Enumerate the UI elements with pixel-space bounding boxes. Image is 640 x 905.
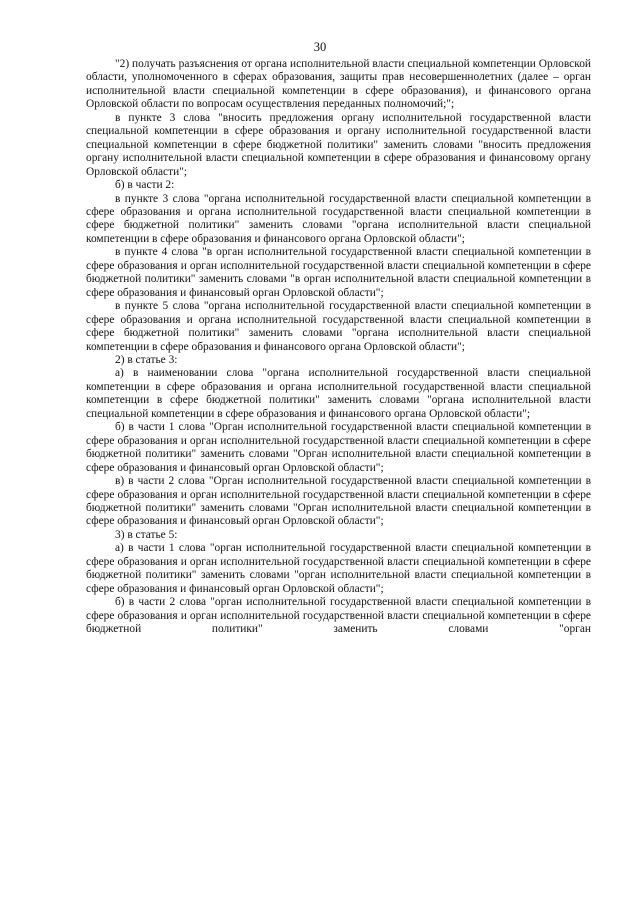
paragraph: "2) получать разъяснения от органа исполнительной власти специальной компетенции Орловской области, уполномоченного в сферах образования, защиты прав несовершеннолетних (далее – орган исполнительной власти специальной компетенции в сфере образования), и финансового органа Орловской области по вопросам осуществления переданных полномочий;"; (86, 58, 591, 111)
paragraph: а) в наименовании слова "органа исполнительной государственной власти специальной компетенции в сфере образования и органа исполнительной государственной власти специальной компетенции в сфере бюджетной политики" заменить словами "органа исполнительной власти специальной компетенции в сфере образования и финансового органа Орловской области"; (86, 367, 591, 420)
document-body (86, 58, 591, 636)
paragraph: в) в части 2 слова "Орган исполнительной государственной власти специальной компетенции в сфере образования и орган исполнительной государственной власти специальной компетенции в сфере бюджетной политики" заменить словами "Орган исполнительной власти специальной компетенции в сфере образования и финансовый орган Орловской области"; (86, 475, 591, 528)
paragraph: 3) в статье 5: (115, 528, 178, 541)
page-number: 30 (313, 40, 327, 54)
paragraph: б) в части 2: (115, 179, 175, 192)
paragraph: а) в части 1 слова "орган исполнительной государственной власти специальной компетенции в сфере образования и орган исполнительной государственной власти специальной компетенции в сфере бюджетной политики" заменить словами "орган исполнительной власти специальной компетенции в сфере образования и финансовый орган Орловской области"; (86, 542, 591, 595)
paragraph: в пункте 5 слова "органа исполнительной государственной власти специальной компетенции в сфере образования и органа исполнительной государственной власти специальной компетенции в сфере бюджетной политики" заменить словами "органа исполнительной власти специальной компетенции в сфере образования и финансового органа Орловской области"; (86, 300, 591, 353)
paragraph: б) в части 1 слова "Орган исполнительной государственной власти специальной компетенции в сфере образования и орган исполнительной государственной власти специальной компетенции в сфере бюджетной политики" заменить словами "Орган исполнительной власти специальной компетенции в сфере образования и финансовый орган Орловской области"; (86, 421, 591, 474)
paragraph: в пункте 3 слова "вносить предложения органу исполнительной государственной власти специальной компетенции в сфере образования и органу исполнительной государственной власти специальной компетенции в сфере бюджетной политики" заменить словами "вносить предложения органу исполнительной власти специальной компетенции в сфере образования и финансовому органу Орловской области"; (86, 111, 591, 178)
paragraph: б) в части 2 слова "орган исполнительной государственной власти специальной компетенции в сфере образования и орган исполнительной государственной власти специальной компетенции в сфере бюджетной политики" заменить словами "орган (86, 596, 591, 636)
paragraph: в пункте 4 слова "в орган исполнительной государственной власти специальной компетенции в сфере образования и орган исполнительной государственной власти специальной компетенции в сфере бюджетной политики" заменить словами "в орган исполнительной власти специальной компетенции в сфере образования и финансовый орган Орловской области"; (86, 246, 591, 299)
paragraph: в пункте 3 слова "органа исполнительной государственной власти специальной компетенции в сфере образования и органа исполнительной государственной власти специальной компетенции в сфере бюджетной политики" заменить словами "органа исполнительной власти специальной компетенции в сфере образования и финансового органа Орловской области"; (86, 192, 591, 245)
paragraph: 2) в статье 3: (115, 353, 178, 366)
